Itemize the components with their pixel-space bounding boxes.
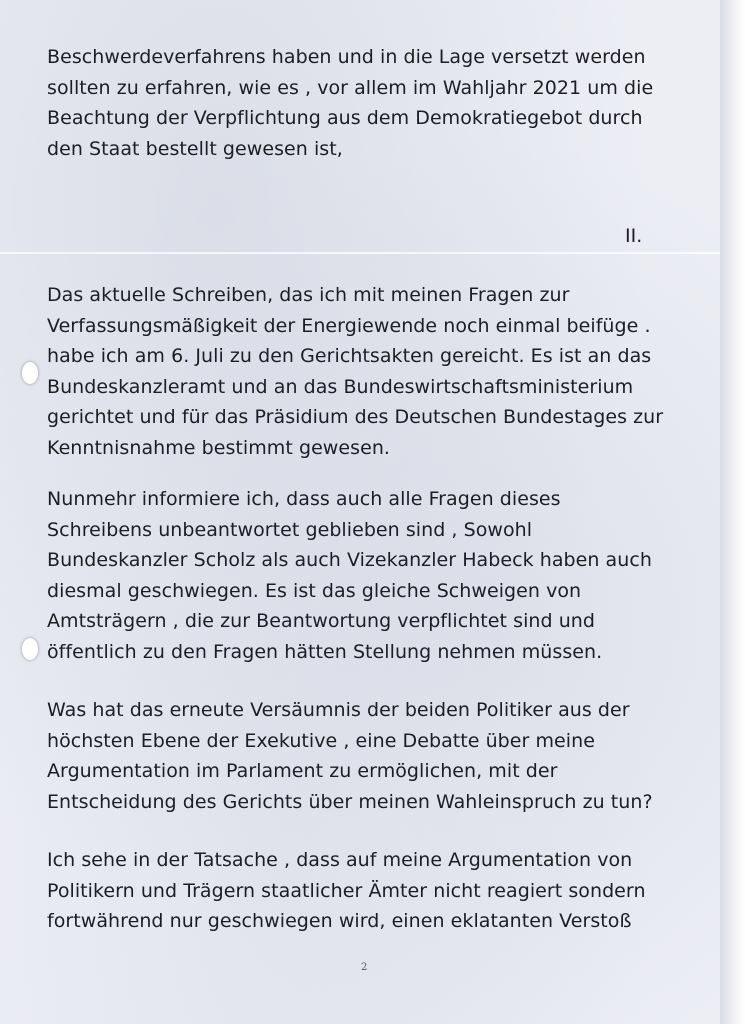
text-line: öffentlich zu den Fragen hätten Stellung nehmen müssen. (47, 640, 603, 663)
page-fold-line (0, 252, 720, 254)
text-line: Bundeskanzler Scholz als auch Vizekanzler Habeck haben auch (47, 549, 652, 571)
text-line: Entscheidung des Gerichts über meinen Wahleinspruch zu tun? (47, 790, 653, 813)
text-line: den Staat bestellt gewesen ist, (47, 137, 343, 160)
text-line: Das aktuelle Schreiben, das ich mit meinen Fragen zur (47, 284, 570, 306)
text-line: Bundeskanzleramt und an das Bundeswirtschaftsministerium (47, 375, 634, 398)
text-line: habe ich am 6. Juli zu den Gerichtsakten gereicht. Es ist an das (47, 345, 652, 367)
text-line: Politikern und Trägern staatlicher Ämter nicht reagiert sondern (47, 879, 646, 902)
text-line: Verfassungsmäßigkeit der Energiewende noch einmal beifüge . (47, 314, 651, 337)
text-line: Was hat das erneute Versäumnis der beiden Politiker aus der (47, 699, 630, 721)
text-line: Argumentation im Parlament zu ermöglichen, mit der (47, 760, 558, 782)
text-line: Schreibens unbeantwortet geblieben sind , Sowohl (47, 518, 533, 541)
text-line: gerichtet und für das Präsidium des Deutschen Bundestages zur (47, 406, 664, 428)
text-line: Beachtung der Verpflichtung aus dem Demokratiegebot durch (47, 107, 643, 129)
text-line: höchsten Ebene der Exekutive , eine Debatte über meine (47, 729, 595, 752)
text-line: Amtsträgern , die zur Beantwortung verpflichtet sind und (47, 610, 595, 632)
section-number: II. (625, 225, 643, 247)
text-line: Nunmehr informiere ich, dass auch alle Fragen dieses (47, 488, 561, 510)
paragraph-1 (47, 42, 707, 164)
text-line: fortwährend nur geschwiegen wird, einen eklatanten Verstoß (47, 910, 632, 932)
punch-hole (22, 362, 38, 384)
text-line: Beschwerdeverfahrens haben und in die Lage versetzt werden (47, 46, 646, 68)
scan-edge (720, 0, 745, 1024)
paragraph-2 (47, 280, 707, 463)
text-line: diesmal geschwiegen. Es ist das gleiche Schweigen von (47, 579, 582, 602)
page-number: 2 (361, 962, 368, 973)
paragraph-4 (47, 695, 707, 817)
paragraph-5 (47, 845, 707, 937)
text-line: Ich sehe in der Tatsache , dass auf meine Argumentation von (47, 849, 633, 871)
text-line: Kenntnisnahme bestimmt gewesen. (47, 436, 391, 459)
punch-hole (22, 638, 38, 660)
text-line: sollten zu erfahren, wie es , vor allem im Wahljahr 2021 um die (47, 76, 654, 99)
paragraph-3 (47, 484, 707, 667)
